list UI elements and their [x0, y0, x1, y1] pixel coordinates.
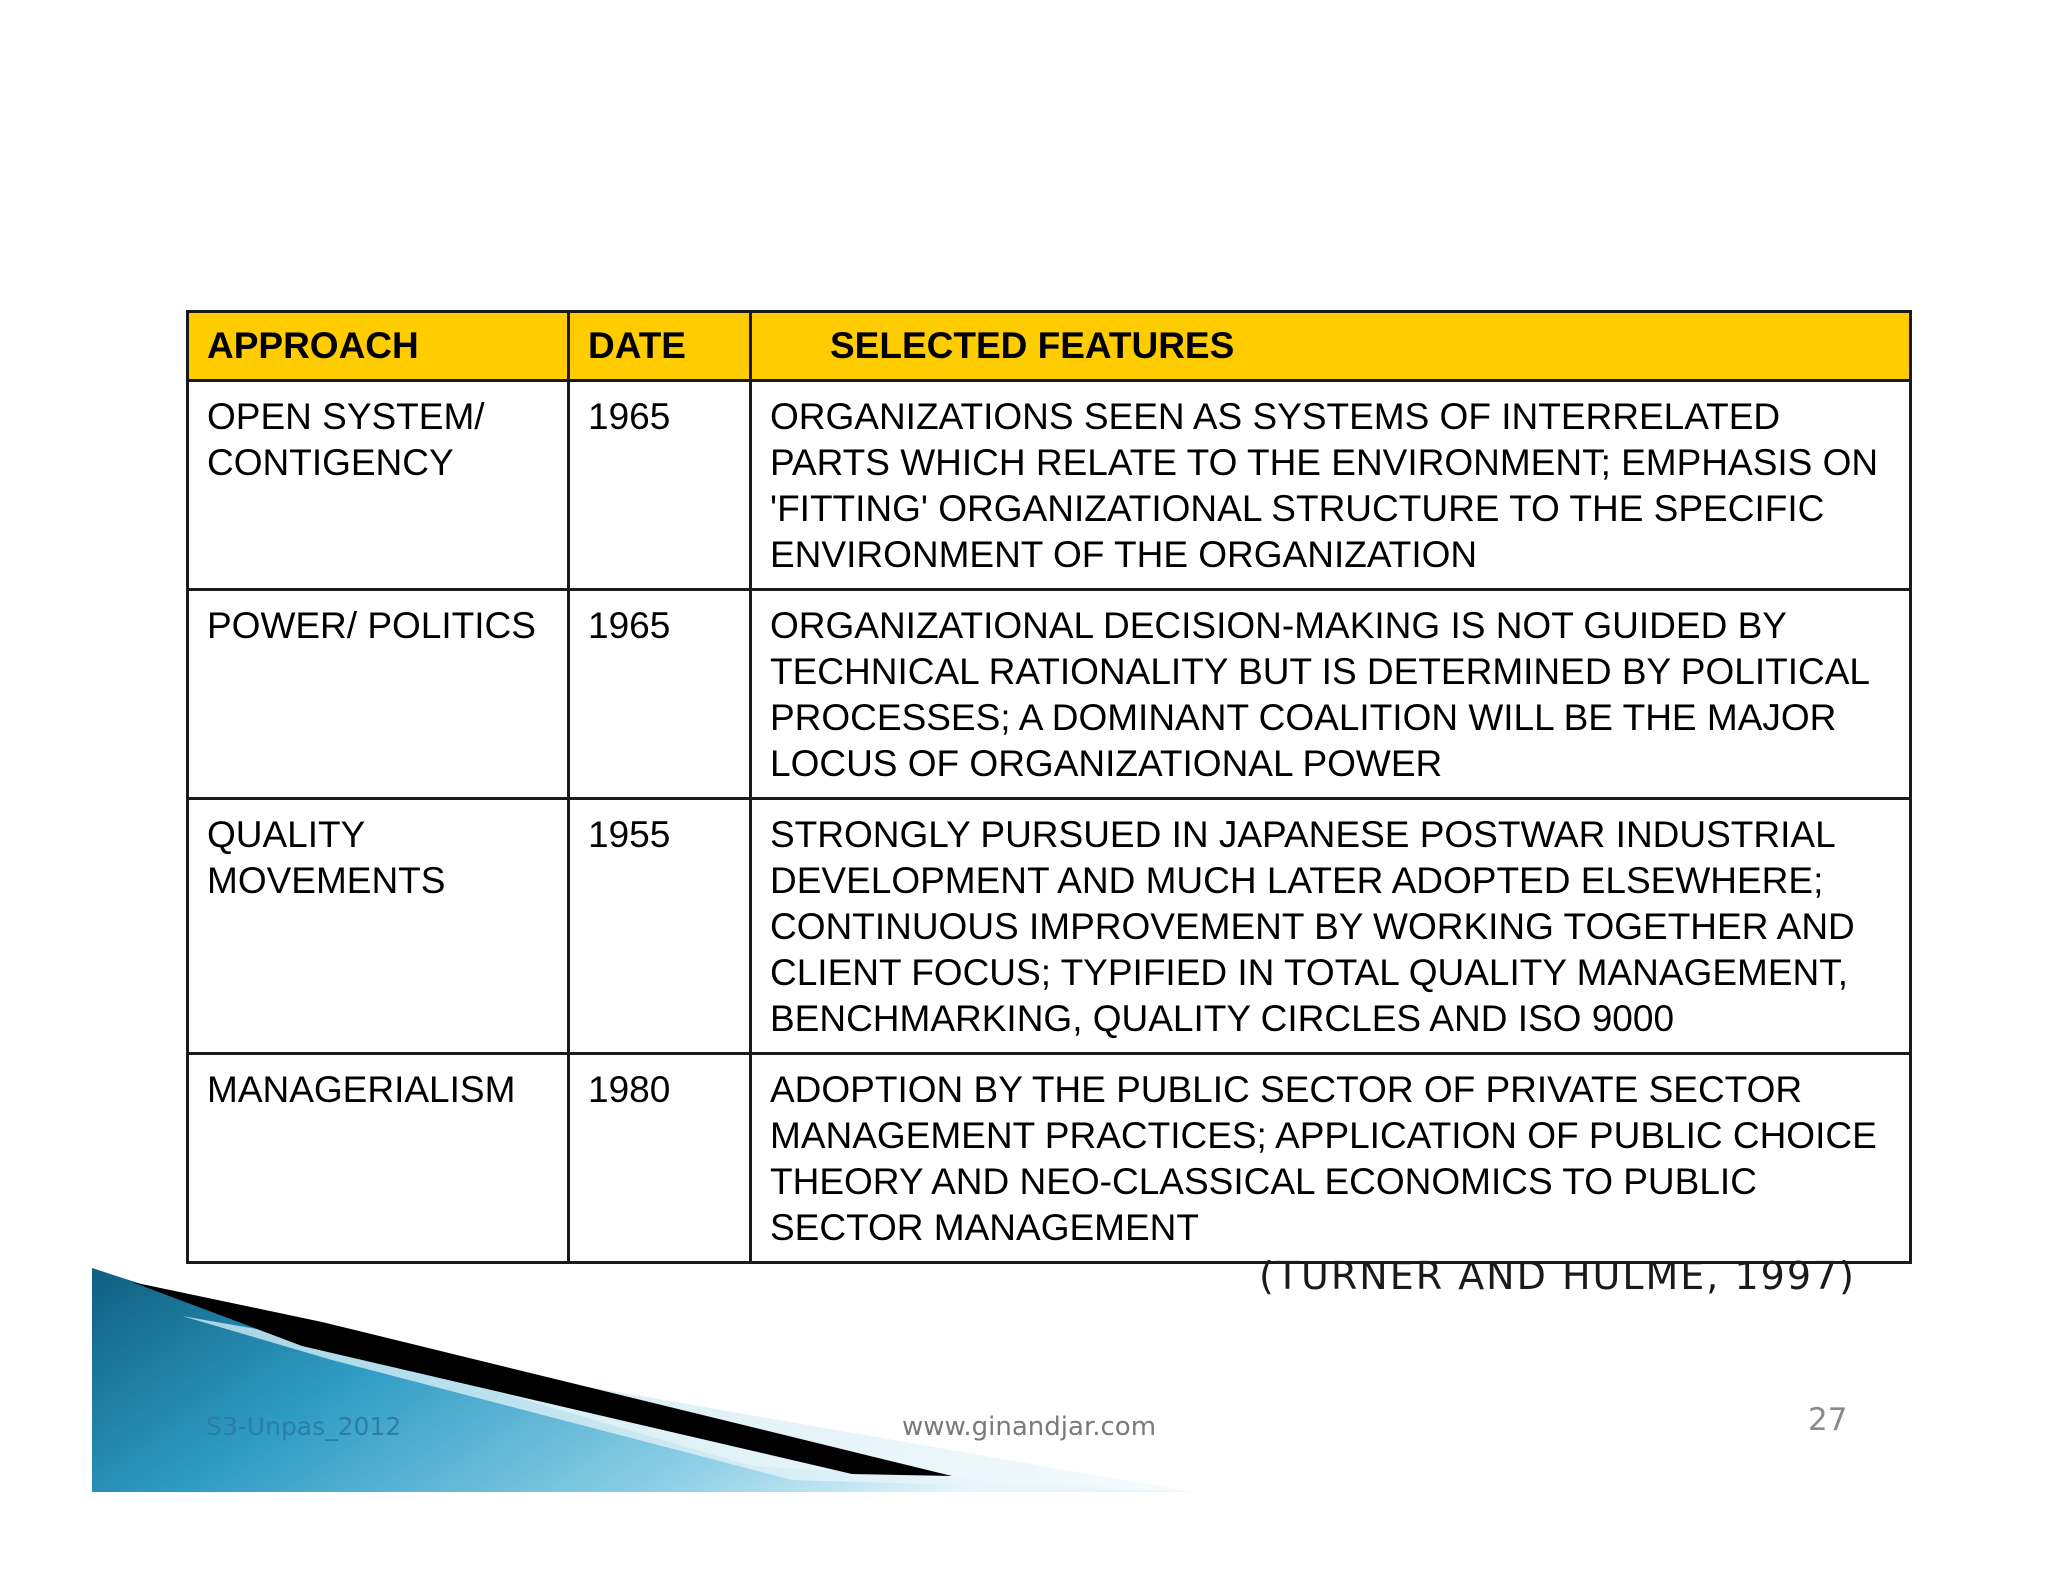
features-cell: ORGANIZATIONS SEEN AS SYSTEMS OF INTERRELATED PARTS WHICH RELATE TO THE ENVIRONMENT; EMPHASIS ON 'FITTING' ORGANIZATIONAL STRUCTURE TO THE SPECIFIC ENVIRONMENT OF THE ORGANIZATION: [751, 381, 1911, 590]
date-cell: 1955: [569, 799, 751, 1054]
approach-cell: POWER/ POLITICS: [188, 590, 569, 799]
approach-cell: MANAGERIALISM: [188, 1054, 569, 1263]
table-row: [188, 381, 1911, 590]
header-selected-features-label: SELECTED FEATURES: [830, 325, 1235, 366]
approach-cell: QUALITY MOVEMENTS: [188, 799, 569, 1054]
page-number: 27: [1808, 1402, 1848, 1438]
date-cell: 1965: [569, 590, 751, 799]
header-date: DATE: [569, 312, 751, 381]
table-header-row: [188, 312, 1911, 381]
date-cell: 1980: [569, 1054, 751, 1263]
teal-swoosh-shape: [92, 1268, 1192, 1492]
footer-website: www.ginandjar.com: [902, 1412, 1157, 1442]
features-cell: ADOPTION BY THE PUBLIC SECTOR OF PRIVATE SECTOR MANAGEMENT PRACTICES; APPLICATION OF PUBLIC CHOICE THEORY AND NEO-CLASSICAL ECONOMICS TO PUBLIC SECTOR MANAGEMENT: [751, 1054, 1911, 1263]
date-cell: 1965: [569, 381, 751, 590]
approach-cell: OPEN SYSTEM/ CONTIGENCY: [188, 381, 569, 590]
features-cell: STRONGLY PURSUED IN JAPANESE POSTWAR INDUSTRIAL DEVELOPMENT AND MUCH LATER ADOPTED ELSEWHERE; CONTINUOUS IMPROVEMENT BY WORKING TOGETHER AND CLIENT FOCUS; TYPIFIED IN TOTAL QUALITY MANAGEMENT, BENCHMARKING, QUALITY CIRCLES AND ISO 9000: [751, 799, 1911, 1054]
footer-course-label: S3-Unpas_2012: [206, 1412, 402, 1441]
citation: (TURNER AND HULME, 1997): [1259, 1254, 1856, 1298]
header-approach: APPROACH: [188, 312, 569, 381]
table-row: [188, 1054, 1911, 1263]
features-cell: ORGANIZATIONAL DECISION-MAKING IS NOT GUIDED BY TECHNICAL RATIONALITY BUT IS DETERMINED BY POLITICAL PROCESSES; A DOMINANT COALITION WILL BE THE MAJOR LOCUS OF ORGANIZATIONAL POWER: [751, 590, 1911, 799]
table-row: [188, 590, 1911, 799]
footer-swoosh-decoration: [92, 1268, 1192, 1492]
approaches-table: [186, 310, 1912, 1264]
table-row: [188, 799, 1911, 1054]
header-selected-features: [751, 312, 1911, 381]
